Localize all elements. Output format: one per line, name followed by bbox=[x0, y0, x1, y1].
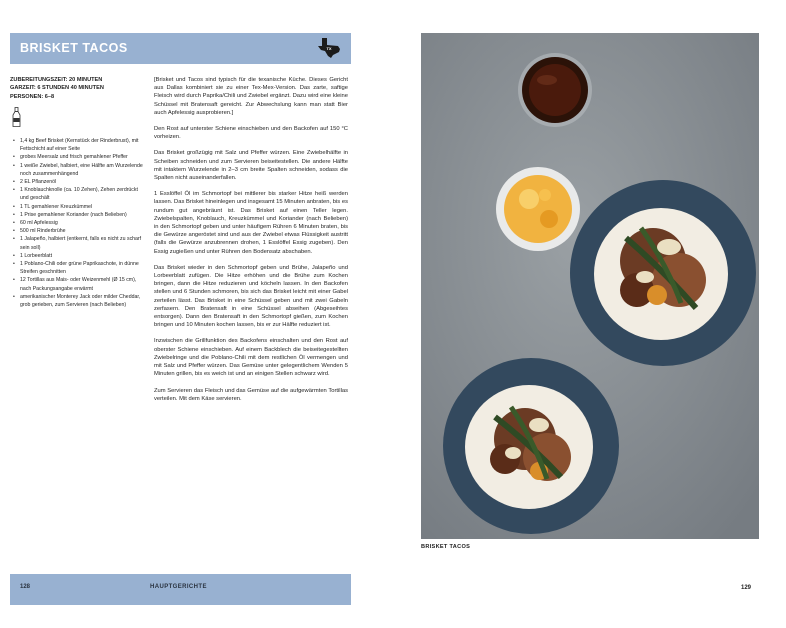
title-bar bbox=[10, 33, 351, 64]
page-number-right: 129 bbox=[740, 585, 751, 591]
ingredient-item: • 60 ml Apfelessig bbox=[13, 219, 143, 227]
method-step: 1 Esslöffel Öl im Schmortopf bei mittlerer bis starker Hitze heiß werden lassen. Das Brisket hineinlegen und insgesamt 15 Minuten anbraten, bis es rundum gut angebräunt ist. Das Brisket auf einen Teller legen. Zwiebelspalten, Knoblauch, Kreuzkümmel und Koriander (nach Belieben) in den Schmortopf geben und unter häufigem Rühren 6 Minuten braten, bis die Gewürze angeröstet sind und aus der Zwiebel etwas Flüssigkeit austritt (falls die Gewürze anzubrennen drohen, 1 Esslöffel Essig zugeben). Den Essig zugießen und unter Rühren den Bodensatz abschaben. bbox=[154, 191, 348, 255]
ingredient-list bbox=[13, 137, 143, 309]
ingredient-item: • 1 weiße Zwiebel, halbiert, eine Hälfte am Wurzelende noch zusammenhängend bbox=[13, 162, 143, 178]
ingredient-item: • grobes Meersalz und frisch gemahlener Pfeffer bbox=[13, 153, 143, 161]
ingredient-item: • 1 Poblano-Chili oder grüne Paprikaschote, in dünne Streifen geschnitten bbox=[13, 260, 143, 276]
bottle-icon bbox=[12, 107, 21, 127]
footer-bar bbox=[10, 574, 351, 605]
prep-time: ZUBEREITUNGSZEIT: 20 MINUTEN bbox=[10, 77, 103, 83]
method-step: Zum Servieren das Fleisch und das Gemüse auf die aufgewärmten Tortillas verteilen. Mit dem Käse servieren. bbox=[154, 387, 348, 402]
method-step: Inzwischen die Grillfunktion des Backofens einschalten und den Rost auf oberster Schiene einschieben. Auf einem Backblech die beiseitegestellten Zwiebelringe und die Poblano-Chili mit dem restlichen Öl vermengen und mit Salz und Pfeffer würzen. Das Gemüse unter gelegentlichem Wenden 5 Minuten grillen, bis es weich ist und an einigen Stellen schwarz wird. bbox=[154, 338, 348, 378]
ingredient-item: • 1 Lorbeerblatt bbox=[13, 252, 143, 260]
ingredient-item: • 1 TL gemahlener Kreuzkümmel bbox=[13, 203, 143, 211]
ingredient-item: • 1 Knoblauchknolle (ca. 10 Zehen), Zehen zerdrückt und geschält bbox=[13, 186, 143, 202]
ingredient-item: • 1 Jalapeño, halbiert (entkernt, falls es nicht zu scharf sein soll) bbox=[13, 235, 143, 251]
method-step: Das Brisket wieder in den Schmortopf geben und Brühe, Jalapeño und Lorbeerblatt zufügen. Die Hitze erhöhen und die Brühe zum Kochen bringen, dann die Hitze reduzieren und köcheln lassen. In den Backofen stellen und 6 Stunden schmoren, bis sich das Brisket leicht mit einer Gabel zerteilen lässt. Das Brisket in eine Schüssel geben und mit zwei Gabeln zerfasern. Den Bratensaft in eine Schüssel abseihen (Abgeseihtes entsorgen). Dann den Bratensaft in den Schmortopf gießen, zum Kochen bringen und 10 Minuten kochen lassen, bis er zur Hälfte reduziert ist. bbox=[154, 264, 348, 329]
cook-time: GARZEIT: 6 STUNDEN 40 MINUTEN bbox=[10, 85, 104, 92]
ingredient-item: • 1 Prise gemahlener Koriander (nach Belieben) bbox=[13, 211, 143, 219]
method-step: Den Rost auf unterster Schiene einschieben und den Backofen auf 150 °C vorheizen. bbox=[154, 126, 348, 141]
ingredient-item: • 12 Tortillas aus Mais- oder Weizenmehl (Ø 15 cm), nach Packungsangabe erwärmt bbox=[13, 276, 143, 292]
method-step: Das Brisket großzügig mit Salz und Pfeffer würzen. Eine Zwiebelhälfte in Scheiben schneiden und zum Servieren beiseitestellen. Die andere Hälfte mit intaktem Wurzelende in 2–3 cm breite Spalten schneiden, sodass die Spalten nicht auseinanderfallen. bbox=[154, 150, 348, 182]
section-label: HAUPTGERICHTE bbox=[150, 584, 207, 590]
ingredient-item: • amerikanischer Monterey Jack oder milder Cheddar, grob gerieben, zum Servieren (nach Belieben) bbox=[13, 293, 143, 309]
state-icon-label: TX bbox=[326, 46, 332, 51]
brisket-tacos-photo bbox=[421, 33, 759, 539]
ingredient-item: • 1,4 kg Beef Brisket (Kernstück der Rinderbrust), mit Fettschicht auf einer Seite bbox=[13, 137, 143, 153]
photo-caption: BRISKET TACOS bbox=[421, 544, 471, 550]
right-page bbox=[393, 0, 786, 628]
recipe-title: BRISKET TACOS bbox=[20, 41, 128, 55]
intro-paragraph: [Brisket und Tacos sind typisch für die texanische Küche. Dieses Gericht aus Dallas kombiniert sie zu einer Tex-Mex-Version. Das zarte, saftige Fleisch wird durch Paprika/Chili und Zwiebel ergänzt. Dazu wird eine kleine Schüssel mit Bratensaft gereicht. Zur Abwechslung kann man statt Bier auch Apfelessig ausprobieren.] bbox=[154, 77, 348, 116]
page-number-left: 128 bbox=[20, 584, 31, 590]
method-text bbox=[154, 76, 348, 411]
ingredient-item: • 2 EL Pflanzenöl bbox=[13, 178, 143, 186]
ingredient-item: • 500 ml Rinderbrühe bbox=[13, 227, 143, 235]
recipe-meta bbox=[10, 76, 140, 101]
servings: PERSONEN: 6–8 bbox=[10, 93, 55, 100]
texas-state-icon bbox=[316, 37, 342, 59]
